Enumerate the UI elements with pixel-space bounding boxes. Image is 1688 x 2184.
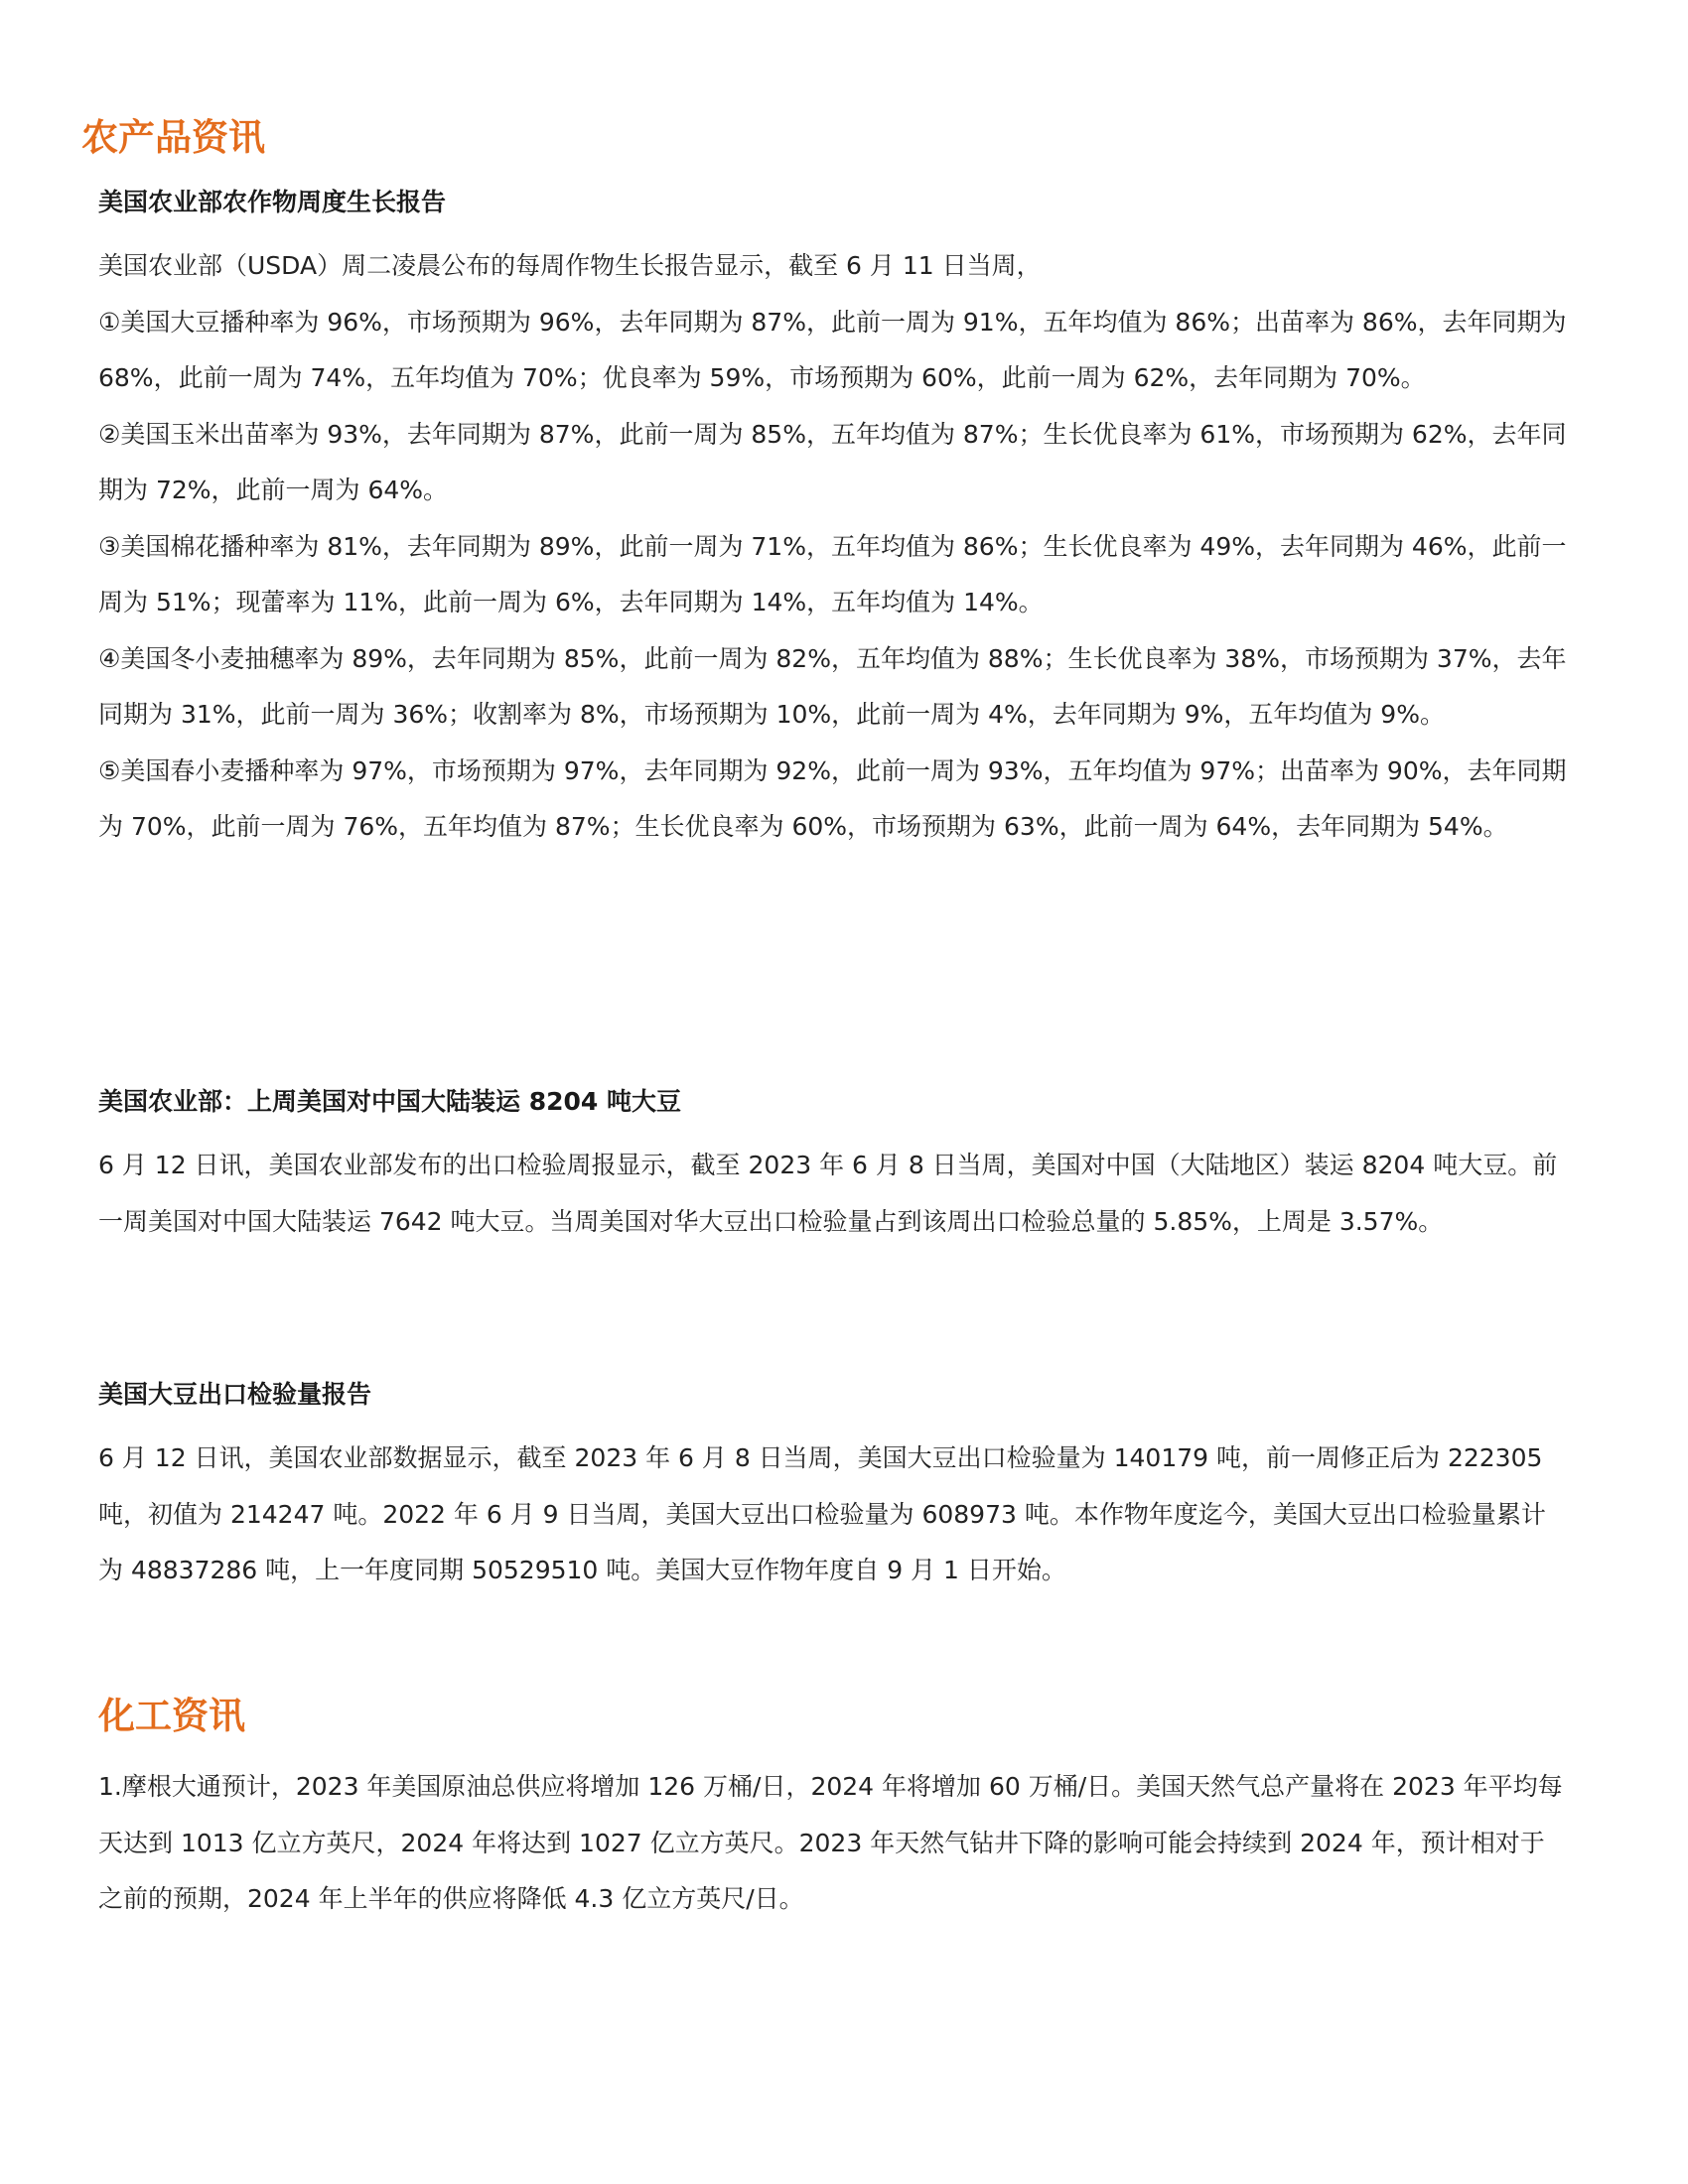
article-soy-shipment <box>98 1082 1568 1250</box>
article-paragraph: ⑤美国春小麦播种率为 97%，市场预期为 97%，去年同期为 92%，此前一周为 93%，五年均值为 97%；出苗率为 90%，去年同期为 70%，此前一周为 76%，五年均值为 87%；生长优良率为 60%，市场预期为 63%，此前一周为 64%，去年同期为 54%。 <box>98 755 1567 841</box>
section-title-chem: 化工资讯 <box>98 1695 245 1737</box>
article-paragraph: 1.摩根大通预计，2023 年美国原油总供应将增加 126 万桶/日，2024 年将增加 60 万桶/日。美国天然气总产量将在 2023 年平均每天达到 1013 亿立方英尺，2024 年将达到 1027 亿立方英尺。2023 年天然气钻井下降的影响可能会持续到 2024 年，预计相对于之前的预期，2024 年上半年的供应将降低 4.3 亿立方英尺/日。 <box>98 1772 1563 1913</box>
article-heading: 美国农业部：上周美国对中国大陆装运 8204 吨大豆 <box>98 1087 681 1116</box>
article-heading: 美国大豆出口检验量报告 <box>98 1380 372 1409</box>
article-energy-forecast <box>98 1759 1568 1928</box>
article-paragraph: 美国农业部（USDA）周二凌晨公布的每周作物生长报告显示，截至 6 月 11 日当周， <box>98 251 1042 280</box>
article-paragraph: ①美国大豆播种率为 96%，市场预期为 96%，去年同期为 87%，此前一周为 91%，五年均值为 86%；出苗率为 86%，去年同期为 68%，此前一周为 74%，五年均值为 70%；优良率为 59%，市场预期为 60%，此前一周为 62%，去年同期为 70%。 <box>98 307 1567 392</box>
article-paragraph: ②美国玉米出苗率为 93%，去年同期为 87%，此前一周为 85%，五年均值为 87%；生长优良率为 61%，市场预期为 62%，去年同期为 72%，此前一周为 64%。 <box>98 419 1567 504</box>
article-crop-report <box>98 183 1568 856</box>
article-soy-inspection <box>98 1375 1568 1599</box>
article-paragraph: 6 月 12 日讯，美国农业部数据显示，截至 2023 年 6 月 8 日当周，美国大豆出口检验量为 140179 吨，前一周修正后为 222305 吨，初值为 214247 吨。2022 年 6 月 9 日当周，美国大豆出口检验量为 608973 吨。本作物年度迄今，美国大豆出口检验量累计为 48837286 吨，上一年度同期 50529510 吨。美国大豆作物年度自 9 月 1 日开始。 <box>98 1443 1546 1584</box>
article-heading: 美国农业部农作物周度生长报告 <box>98 188 447 216</box>
section-title-agri: 农产品资讯 <box>81 116 265 159</box>
article-paragraph: ④美国冬小麦抽穗率为 89%，去年同期为 85%，此前一周为 82%，五年均值为 88%；生长优良率为 38%，市场预期为 37%，去年同期为 31%，此前一周为 36%；收割率为 8%，市场预期为 10%，此前一周为 4%，去年同期为 9%，五年均值为 9%。 <box>98 643 1567 729</box>
article-paragraph: ③美国棉花播种率为 81%，去年同期为 89%，此前一周为 71%，五年均值为 86%；生长优良率为 49%，去年同期为 46%，此前一周为 51%；现蕾率为 11%，此前一周为 6%，去年同期为 14%，五年均值为 14%。 <box>98 531 1567 616</box>
article-paragraph: 6 月 12 日讯，美国农业部发布的出口检验周报显示，截至 2023 年 6 月 8 日当周，美国对中国（大陆地区）装运 8204 吨大豆。前一周美国对中国大陆装运 7642 吨大豆。当周美国对华大豆出口检验量占到该周出口检验总量的 5.85%，上周是 3.57%。 <box>98 1151 1558 1236</box>
